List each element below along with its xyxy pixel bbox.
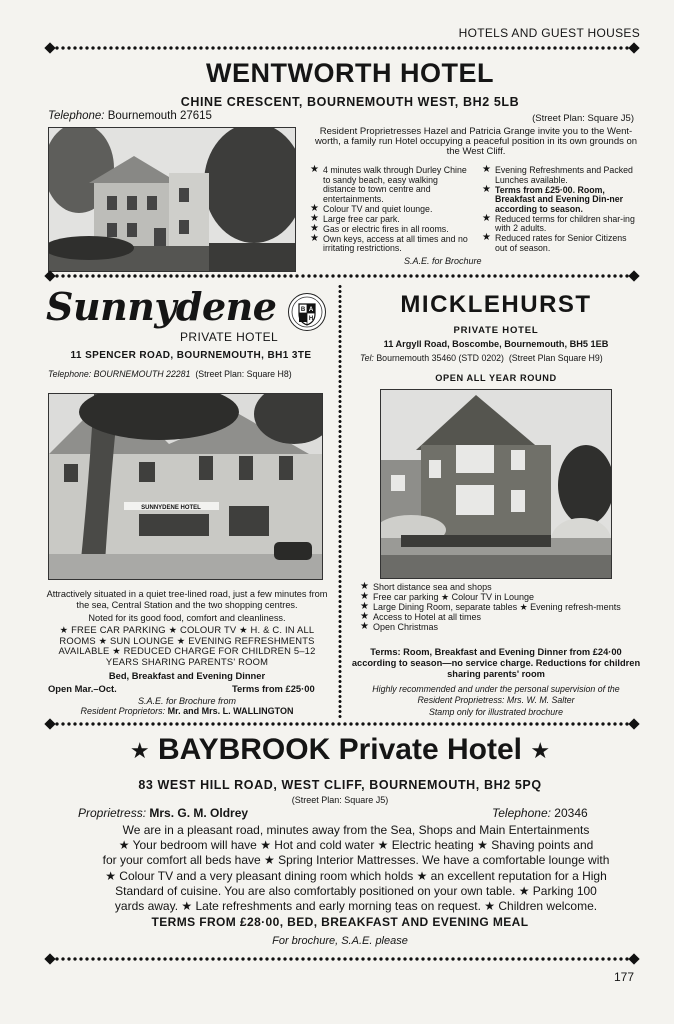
micklehurst-photo (380, 389, 612, 579)
crest-letter: B (300, 307, 306, 313)
list-item: ★ 4 minutes walk through Durley Chine to sandy beach, easy walking distance to town centre and entertainments. (310, 164, 467, 204)
sunnydene-noted: Noted for its good food, comfort and cleanliness. (88, 613, 286, 623)
list-item: ★ Reduced terms for children shar-ing with 2 adults. (482, 212, 635, 233)
star-icon: ★ (360, 591, 369, 602)
baybrook-title (40, 733, 640, 767)
sunnydene-proprietors (46, 706, 328, 716)
micklehurst-stamp: Stamp only for illustrated brochure (429, 707, 563, 717)
baybrook-address: 83 WEST HILL ROAD, WEST CLIFF, BOURNEMOUTH, BH2 5PQ (138, 778, 542, 792)
star-icon: ★ (482, 164, 491, 175)
telephone-value: 20346 (554, 806, 588, 820)
body-line: ★ Colour TV and a very pleasant dining room which holds ★ an excellent reputation for a High (105, 868, 607, 883)
list-item: ★ Large free car park. (310, 212, 400, 224)
wentworth-street-plan: (Street Plan: Square J5) (532, 113, 634, 124)
wentworth-photo (48, 127, 296, 272)
star-icon: ★ (310, 212, 319, 224)
baybrook-body (76, 823, 636, 914)
list-item: ★ Large Dining Room, separate tables ★ Evening refresh-ments (360, 601, 621, 612)
wentworth-name: WENTWORTH HOTEL (206, 58, 494, 88)
baybrook-proprietress (78, 806, 248, 820)
baybrook-terms: TERMS FROM £28·00, BED, BREAKFAST AND EVENING MEAL (151, 915, 529, 929)
body-line: We are in a pleasant road, minutes away from the Sea, Shops and Main Entertainments (122, 823, 590, 837)
street-plan: (Street Plan: Square H8) (195, 369, 292, 379)
sunnydene-contact (48, 369, 292, 379)
list-item: ★ Free car parking ★ Colour TV in Lounge (360, 591, 534, 602)
sunnydene-subtitle: PRIVATE HOTEL (180, 330, 279, 344)
divider-lower (48, 722, 636, 726)
star-icon: ★ (482, 232, 491, 243)
list-item: ★ Gas or electric fires in all rooms. (310, 222, 449, 234)
micklehurst-features (360, 583, 640, 633)
crest-letter: H (308, 316, 314, 322)
proprietors-name: Mr. and Mrs. L. WALLINGTON (167, 706, 294, 716)
telephone-label: Telephone: (492, 806, 551, 820)
body-line: for your comfort all beds have ★ Spring Interior Mattresses. We have a comfortable lounge with (102, 853, 610, 868)
micklehurst-recommend: Highly recommended and under the personal supervision of the (372, 684, 620, 694)
telephone: Telephone: BOURNEMOUTH 22281 (48, 369, 191, 379)
list-item: ★ Open Christmas (360, 621, 439, 632)
wentworth-telephone (48, 110, 212, 122)
page-number: 177 (613, 970, 634, 984)
sunnydene-terms: Terms from £25·00 (232, 683, 315, 694)
sunnydene-name: Sunnydene (46, 284, 277, 329)
list-item: ★ Access to Hotel at all times (360, 611, 482, 622)
proprietress-name: Mrs. G. M. Oldrey (149, 806, 249, 820)
sunnydene-photo (48, 393, 323, 580)
micklehurst-terms: Terms: Room, Breakfast and Evening Dinner from £24·00 according to season—no service charge. Reductions for children sharing parents' room (351, 647, 641, 679)
wentworth-brochure: S.A.E. for Brochure (404, 256, 482, 266)
list-item: ★ Short distance sea and shops (360, 581, 492, 592)
body-line: yards away. ★ Late refreshments and early morning teas on request. ★ Children welcome. (114, 899, 598, 914)
sunnydene-bed: Bed, Breakfast and Evening Dinner (108, 670, 266, 681)
street-plan: (Street Plan Square H9) (508, 353, 603, 363)
sunnydene-address: 11 SPENCER ROAD, BOURNEMOUTH, BH1 3TE (70, 350, 312, 361)
wentworth-list-2 (482, 166, 637, 254)
telephone-value: Bournemouth 27615 (107, 110, 212, 122)
telephone-label: Telephone: (48, 110, 105, 122)
proprietress-label: Proprietress: (78, 806, 147, 820)
sunnydene-desc: Attractively situated in a quiet tree-lined road, just a few minutes from the sea, Central Station and the two shopping centres. (46, 589, 328, 610)
star-icon: ★ (360, 611, 369, 622)
body-line: Standard of cuisine. You are also comfortably positioned on your own table. ★ Parking 100 (115, 883, 597, 898)
sunnydene-open: Open Mar.–Oct. (48, 683, 117, 694)
star-icon: ★ (310, 164, 319, 175)
sunnydene-sae: S.A.E. for Brochure from (137, 696, 237, 706)
sunnydene-features: ★ FREE CAR PARKING ★ COLOUR TV ★ H. & C. IN ALL ROOMS ★ SUN LOUNGE ★ EVENING REFRESHMENTS AVAILABLE ★ REDUCED CHARGE FOR CHILDREN 5–12 YEARS SHARING PARENTS' ROOM (58, 624, 316, 667)
star-icon: ★ (310, 232, 319, 244)
crest-letter: A (308, 307, 314, 313)
divider-middle (48, 274, 636, 278)
divider-top (48, 46, 636, 50)
micklehurst-open: OPEN ALL YEAR ROUND (435, 373, 557, 383)
column-divider (338, 284, 342, 720)
body-line: ★ Your bedroom will have ★ Hot and cold water ★ Electric heating ★ Shaving points and (118, 838, 594, 853)
baybrook-street-plan: (Street Plan: Square J5) (291, 795, 389, 805)
list-item: ★ Terms from £25·00. Room, Breakfast and Evening Din-ner according to season. (482, 183, 624, 214)
wentworth-list-1 (310, 166, 468, 254)
divider-bottom (48, 957, 636, 961)
star-icon: ★ (129, 738, 150, 764)
micklehurst-address: 11 Argyll Road, Boscombe, Bournemouth, BH5 1EB (383, 339, 609, 349)
wentworth-address: CHINE CRESCENT, BOURNEMOUTH WEST, BH2 5LB (180, 95, 520, 109)
tel-label: Tel: (360, 353, 374, 363)
hotel-sign: SUNNYDENE HOTEL (141, 505, 201, 511)
star-icon: ★ (310, 222, 319, 234)
star-icon: ★ (360, 581, 369, 592)
list-item: ★ Own keys, access at all times and no irritating restrictions. (310, 232, 468, 253)
star-icon: ★ (310, 202, 319, 214)
baybrook-name: BAYBROOK Private Hotel (158, 733, 522, 766)
micklehurst-subtitle: PRIVATE HOTEL (453, 325, 539, 336)
list-item: ★ Reduced rates for Senior Citizens out of season. (482, 232, 627, 253)
micklehurst-contact (360, 353, 603, 363)
tel-value: Bournemouth 35460 (STD 0202) (376, 353, 504, 363)
list-item: ★ Evening Refreshments and Packed Lunches available. (482, 164, 633, 185)
proprietors-label: Resident Proprietors: (80, 706, 166, 716)
wentworth-intro: Resident Proprietresses Hazel and Patricia Grange invite you to the Went-worth, a family run Hotel occupying a peaceful position in its own grounds on the West Cliff. (314, 126, 638, 157)
section-header: HOTELS AND GUEST HOUSES (458, 26, 640, 40)
micklehurst-name: MICKLEHURST (400, 291, 592, 318)
star-icon: ★ (360, 621, 369, 632)
crest-logo (288, 293, 326, 331)
star-icon: ★ (530, 738, 551, 764)
star-icon: ★ (482, 183, 491, 195)
micklehurst-proprietress: Resident Proprietress: Mrs. W. M. Salter (417, 695, 575, 705)
baybrook-brochure: For brochure, S.A.E. please (272, 935, 408, 947)
star-icon: ★ (482, 212, 491, 224)
list-item: ★ Colour TV and quiet lounge. (310, 202, 433, 214)
baybrook-telephone (492, 806, 588, 820)
star-icon: ★ (360, 601, 369, 612)
